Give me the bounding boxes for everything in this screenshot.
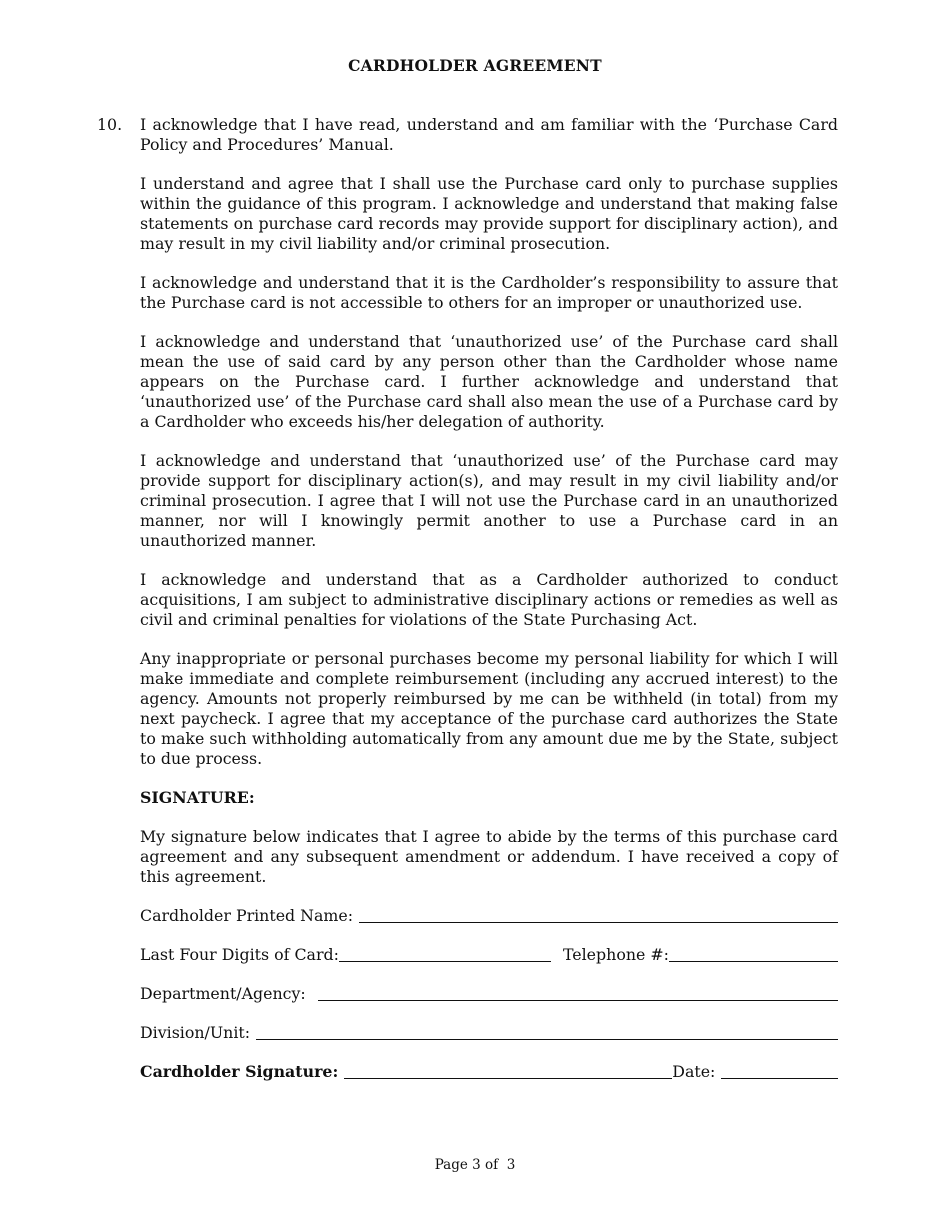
paragraph-card-security: I acknowledge and understand that it is the Cardholder’s responsibility to assure that the Purchase card is not accessible to others for an improper or unauthorized use. [140, 273, 838, 312]
telephone-field[interactable] [669, 960, 838, 962]
department-field[interactable] [318, 999, 838, 1001]
paragraph-reimbursement: Any inappropriate or personal purchases become my personal liability for which I will make immediate and complete reimbursement (including any accrued interest) to the agency. Amounts not properly reimbursed by me can be withheld (in total) from my next paycheck. I agree that my acceptance of the purchase card authorizes the State to make such withholding automatically from any amount due me by the State, subject to due process. [140, 649, 838, 768]
date-label: Date: [672, 1062, 716, 1081]
division-label: Division/Unit: [140, 1023, 251, 1042]
signature-field[interactable] [344, 1077, 672, 1079]
signature-heading: SIGNATURE: [140, 788, 255, 807]
paragraph-unauthorized-use-definition: I acknowledge and understand that ‘unauthorized use’ of the Purchase card shall mean the use of said card by any person other than the Cardholder whose name appears on the Purchase card. I further acknowledge and understand that ‘unauthorized use’ of the Purchase card shall also mean the use of a Purchase card by a Cardholder who exceeds his/her delegation of authority. [140, 332, 838, 431]
printed-name-row [140, 906, 838, 926]
division-row [140, 1023, 838, 1043]
signature-row [140, 1062, 838, 1082]
printed-name-field[interactable] [359, 921, 838, 923]
printed-name-label: Cardholder Printed Name: [140, 906, 354, 925]
last-four-label: Last Four Digits of Card: [140, 945, 339, 964]
division-field[interactable] [256, 1038, 838, 1040]
paragraph-unauthorized-use-consequences: I acknowledge and understand that ‘unauthorized use’ of the Purchase card may provide support for disciplinary action(s), and may result in my civil liability and/or criminal prosecution. I agree that I will not use the Purchase card in an unauthorized manner, nor will I knowingly permit another to use a Purchase card in an unauthorized manner. [140, 451, 838, 550]
page-number: Page 3 of 3 [434, 1157, 516, 1173]
signature-statement: My signature below indicates that I agree to abide by the terms of this purchase card agreement and any subsequent amendment or addendum. I have received a copy of this agreement. [140, 827, 838, 886]
item-number: 10. [97, 115, 123, 134]
signature-label: Cardholder Signature: [140, 1062, 339, 1081]
telephone-label: Telephone #: [562, 945, 669, 964]
last-four-field[interactable] [339, 960, 551, 962]
agreement-body [97, 115, 838, 1101]
page-title: CARDHOLDER AGREEMENT [348, 56, 602, 75]
date-field[interactable] [721, 1077, 838, 1079]
department-label: Department/Agency: [140, 984, 306, 1003]
department-row [140, 984, 838, 1004]
paragraph-penalties: I acknowledge and understand that as a Cardholder authorized to conduct acquisitions, I am subject to administrative disciplinary actions or remedies as well as civil and criminal penalties for violations of the State Purchasing Act. [140, 570, 838, 629]
paragraph-policy-manual: I acknowledge that I have read, understand and am familiar with the ‘Purchase Card Policy and Procedures’ Manual. [140, 115, 838, 154]
card-phone-row [140, 945, 838, 965]
paragraph-program-use: I understand and agree that I shall use the Purchase card only to purchase supplies within the guidance of this program. I acknowledge and understand that making false statements on purchase card records may provide support for disciplinary action), and may result in my civil liability and/or criminal prosecution. [140, 174, 838, 253]
